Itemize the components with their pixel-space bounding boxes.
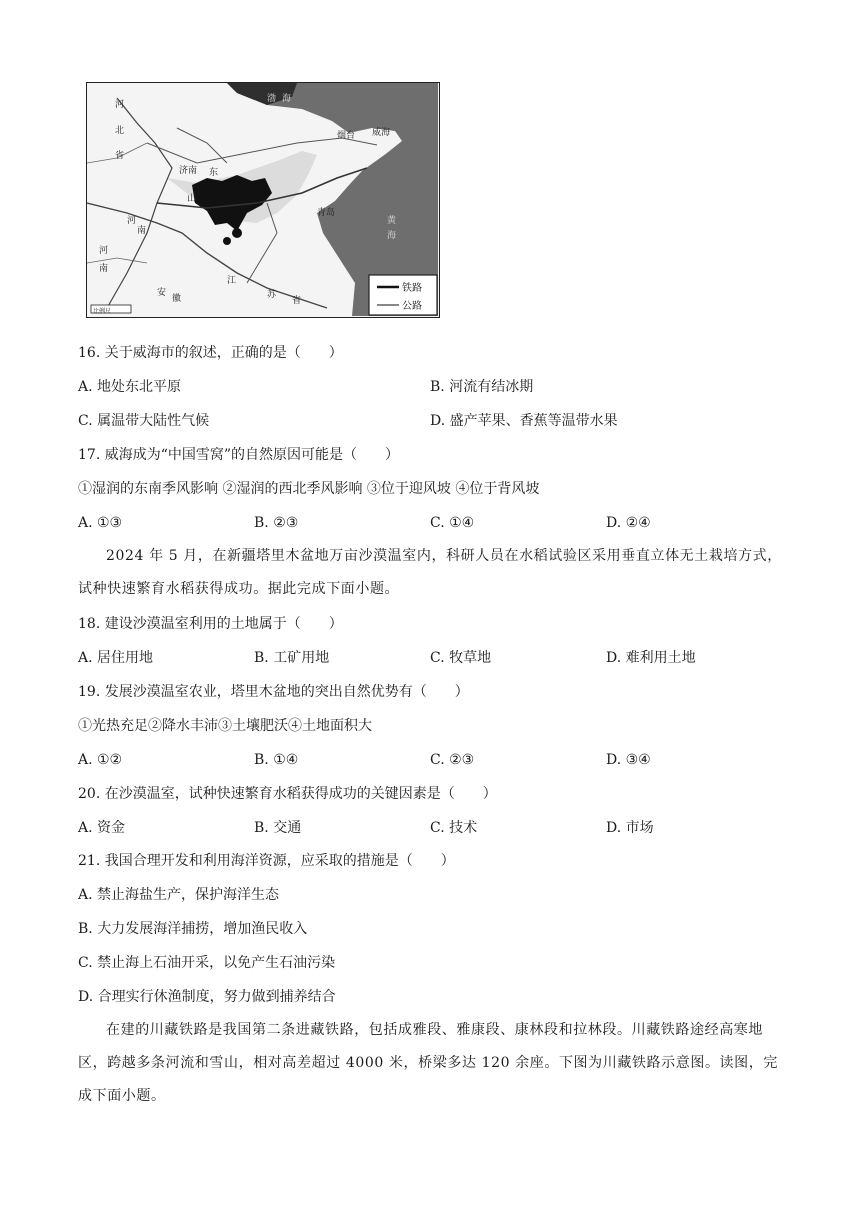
q21-stem: 21. 我国合理开发和利用海洋资源，应采取的措施是（ ） <box>78 853 455 869</box>
q18-option-b[interactable]: B. 工矿用地 <box>254 650 330 666</box>
q16-option-b[interactable]: B. 河流有结冰期 <box>430 379 534 395</box>
passage-desert-rice: 2024 年 5 月，在新疆塔里木盆地万亩沙漠温室内，科研人员在水稻试验区采用垂直立体无土栽培方式，试种快速繁育水稻获得成功。据此完成下面小题。 <box>78 548 782 597</box>
map-label: 徽 <box>172 294 182 304</box>
map-label: 北 <box>115 126 125 136</box>
q17-stem: 17. 威海成为“中国雪窝”的自然原因可能是（ ） <box>78 447 400 463</box>
q20-option-b[interactable]: B. 交通 <box>254 820 302 836</box>
map-label: 南 <box>99 264 109 274</box>
q20-option-d[interactable]: D. 市场 <box>606 820 654 836</box>
map-label: 河 <box>99 246 109 256</box>
legend-highway: 公路 <box>402 301 422 312</box>
map-label: 苏 <box>267 290 277 300</box>
map-label: 青岛 <box>317 208 336 218</box>
map-label: 济南 <box>179 166 198 176</box>
map-label: 山 <box>187 194 197 204</box>
q21-option-c[interactable]: C. 禁止海上石油开采，以免产生石油污染 <box>78 955 336 971</box>
q19-option-a[interactable]: A. ①② <box>78 752 123 768</box>
q20-option-a[interactable]: A. 资金 <box>78 820 126 836</box>
map-label: 海 <box>282 94 292 104</box>
map-label: 江 <box>227 276 237 286</box>
q19-option-d[interactable]: D. ③④ <box>606 752 651 768</box>
q19-items: ①光热充足②降水丰沛③土壤肥沃④土地面积大 <box>78 718 372 734</box>
q17-option-a[interactable]: A. ①③ <box>78 515 123 531</box>
map-label: 东 <box>209 168 219 178</box>
shandong-map-figure <box>86 82 440 318</box>
q21-option-b[interactable]: B. 大力发展海洋捕捞，增加渔民收入 <box>78 921 308 937</box>
q18-option-d[interactable]: D. 难利用土地 <box>606 650 696 666</box>
q16-option-a[interactable]: A. 地处东北平原 <box>78 379 182 395</box>
map-label: 南 <box>137 226 147 236</box>
q21-option-a[interactable]: A. 禁止海盐生产，保护海洋生态 <box>78 887 280 903</box>
q19-option-b[interactable]: B. ①④ <box>254 752 299 768</box>
q16-stem: 16. 关于威海市的叙述，正确的是（ ） <box>78 345 343 361</box>
map-label: 省 <box>115 151 125 161</box>
q17-option-b[interactable]: B. ②③ <box>254 515 299 531</box>
map-label: 省 <box>292 296 302 306</box>
map-label: 海 <box>387 231 397 241</box>
q17-option-c[interactable]: C. ①④ <box>430 515 475 531</box>
legend-railway: 铁路 <box>402 283 422 294</box>
q18-option-a[interactable]: A. 居住用地 <box>78 650 154 666</box>
q19-stem: 19. 发展沙漠温室农业，塔里木盆地的突出自然优势有（ ） <box>78 684 469 700</box>
q17-option-d[interactable]: D. ②④ <box>606 515 651 531</box>
q20-option-c[interactable]: C. 技术 <box>430 820 478 836</box>
map-label: 威海 <box>372 128 391 138</box>
map-label: 安 <box>157 288 167 298</box>
map-label: 烟台 <box>337 131 356 141</box>
q21-option-d[interactable]: D. 合理实行休渔制度，努力做到捕养结合 <box>78 989 336 1005</box>
q19-option-c[interactable]: C. ②③ <box>430 752 475 768</box>
passage-sichuan-tibet-railway: 在建的川藏铁路是我国第二条进藏铁路，包括成雅段、雅康段、康林段和拉林段。川藏铁路途经高寒地区，跨越多条河流和雪山，相对高差超过 4000 米，桥梁多达 120 余座。下图为川藏铁路示意图。读图，完成下面小题。 <box>78 1022 778 1104</box>
q17-items: ①湿润的东南季风影响 ②湿润的西北季风影响 ③位于迎风坡 ④位于背风坡 <box>78 481 540 497</box>
q18-option-c[interactable]: C. 牧草地 <box>430 650 492 666</box>
q18-stem: 18. 建设沙漠温室利用的土地属于（ ） <box>78 616 343 632</box>
map-label: 比例尺 <box>93 308 112 315</box>
map-label: 河 <box>127 216 137 226</box>
map-drawing <box>87 83 438 316</box>
q16-option-d[interactable]: D. 盛产苹果、香蕉等温带水果 <box>430 413 618 429</box>
map-label: 河 <box>115 100 125 110</box>
map-label: 黄 <box>387 216 397 226</box>
q20-stem: 20. 在沙漠温室，试种快速繁育水稻获得成功的关键因素是（ ） <box>78 786 497 802</box>
map-label: 渤 <box>267 94 277 104</box>
q16-option-c[interactable]: C. 属温带大陆性气候 <box>78 413 210 429</box>
